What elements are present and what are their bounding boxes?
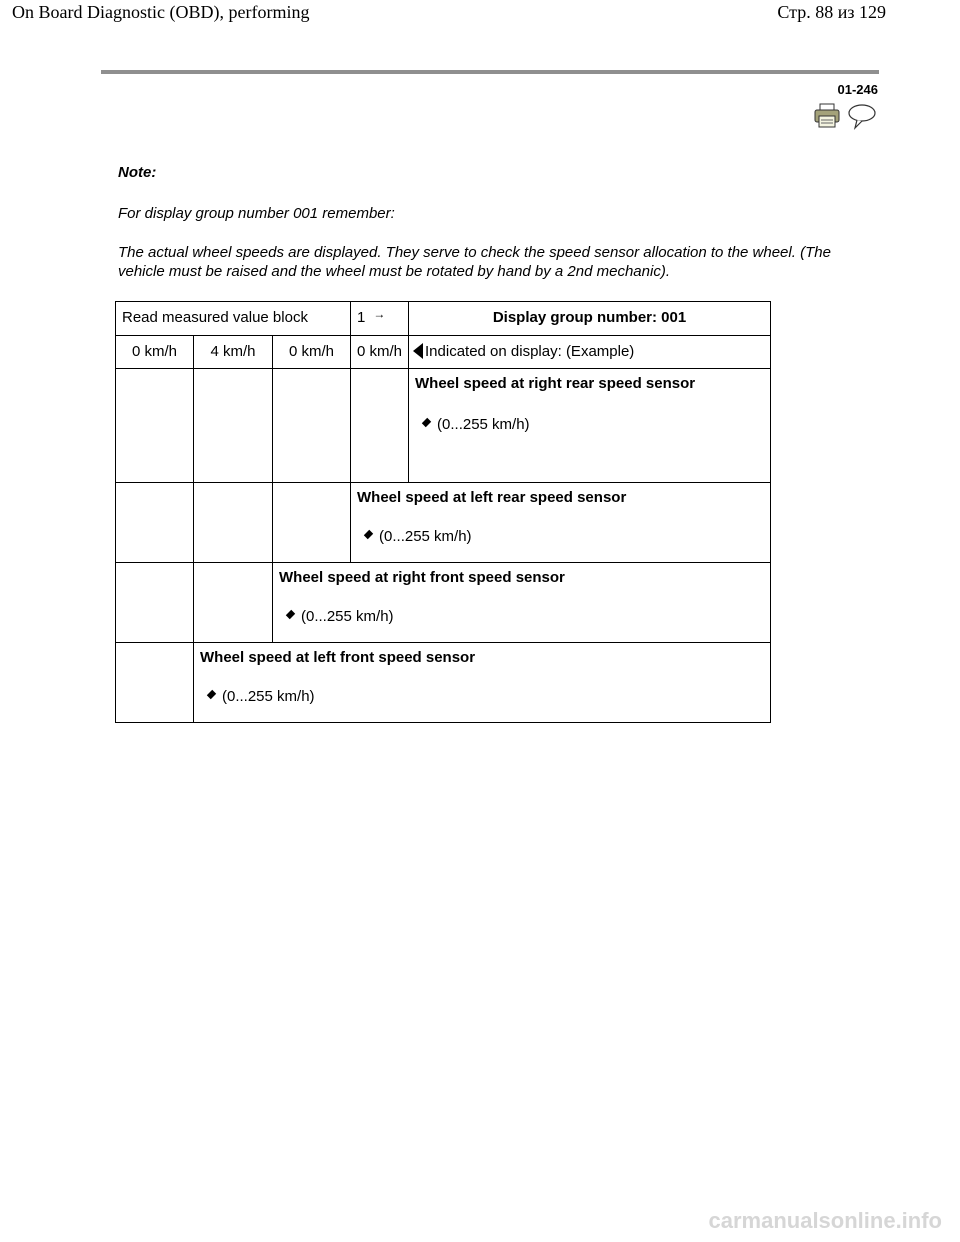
description-cell [273,563,771,643]
value-field-4: 0 km/h [351,336,409,369]
spacer-cell [194,369,273,483]
table-header-row [116,302,771,336]
header-label: Read measured value block [116,302,351,336]
row-title: Wheel speed at left front speed sensor [200,649,476,666]
page-number: Стр. 88 из 129 [777,2,886,22]
header-group: Display group number: 001 [409,302,771,336]
toolbar-icons [814,102,878,130]
spacer-cell [194,483,273,563]
document-title: On Board Diagnostic (OBD), performing [12,2,310,22]
spacer-cell [116,563,194,643]
note-line-2: The actual wheel speeds are displayed. They serve to check the speed sensor allocation to the wheel. (The vehicle must be raised and the wheel must be rotated by hand by a 2nd mechanic). [118,244,831,280]
diamond-bullet-icon [207,690,216,699]
row-title: Wheel speed at left rear speed sensor [357,489,627,506]
description-cell [409,369,771,483]
block-number: 1 [357,309,366,326]
measured-value-table [115,301,771,723]
row-range: (0...255 km/h) [379,528,472,545]
indicated-text: Indicated on display: (Example) [425,343,635,360]
row-range: (0...255 km/h) [301,608,394,625]
doc-id: 01-246 [837,82,878,97]
indicated-cell [409,336,771,369]
spacer-cell [116,483,194,563]
table-row [116,563,771,643]
spacer-cell [273,483,351,563]
value-field-1: 0 km/h [116,336,194,369]
row-range: (0...255 km/h) [437,416,530,433]
value-field-2: 4 km/h [194,336,273,369]
spacer-cell [351,369,409,483]
spacer-cell [194,563,273,643]
value-field-3: 0 km/h [273,336,351,369]
row-title: Wheel speed at right rear speed sensor [415,375,696,392]
note-line-1: For display group number 001 remember: [118,205,395,222]
diamond-bullet-icon [286,610,295,619]
spacer-cell [116,643,194,723]
row-range: (0...255 km/h) [222,688,315,705]
description-cell [351,483,771,563]
values-row [116,336,771,369]
spacer-cell [116,369,194,483]
header-number [351,302,409,336]
table-row [116,483,771,563]
note-heading: Note: [118,164,157,181]
table-row [116,643,771,723]
speech-bubble-icon[interactable] [849,105,875,128]
table-row [116,369,771,483]
diamond-bullet-icon [422,418,431,427]
description-cell [194,643,771,723]
spacer-cell [273,369,351,483]
triangle-left-icon [413,343,423,359]
header-rule [101,70,879,74]
arrow-right-icon: → [373,307,386,321]
row-title: Wheel speed at right front speed sensor [279,569,565,586]
diamond-bullet-icon [364,530,373,539]
watermark: carmanualsonline.info [708,1208,942,1233]
printer-icon[interactable] [815,104,839,127]
